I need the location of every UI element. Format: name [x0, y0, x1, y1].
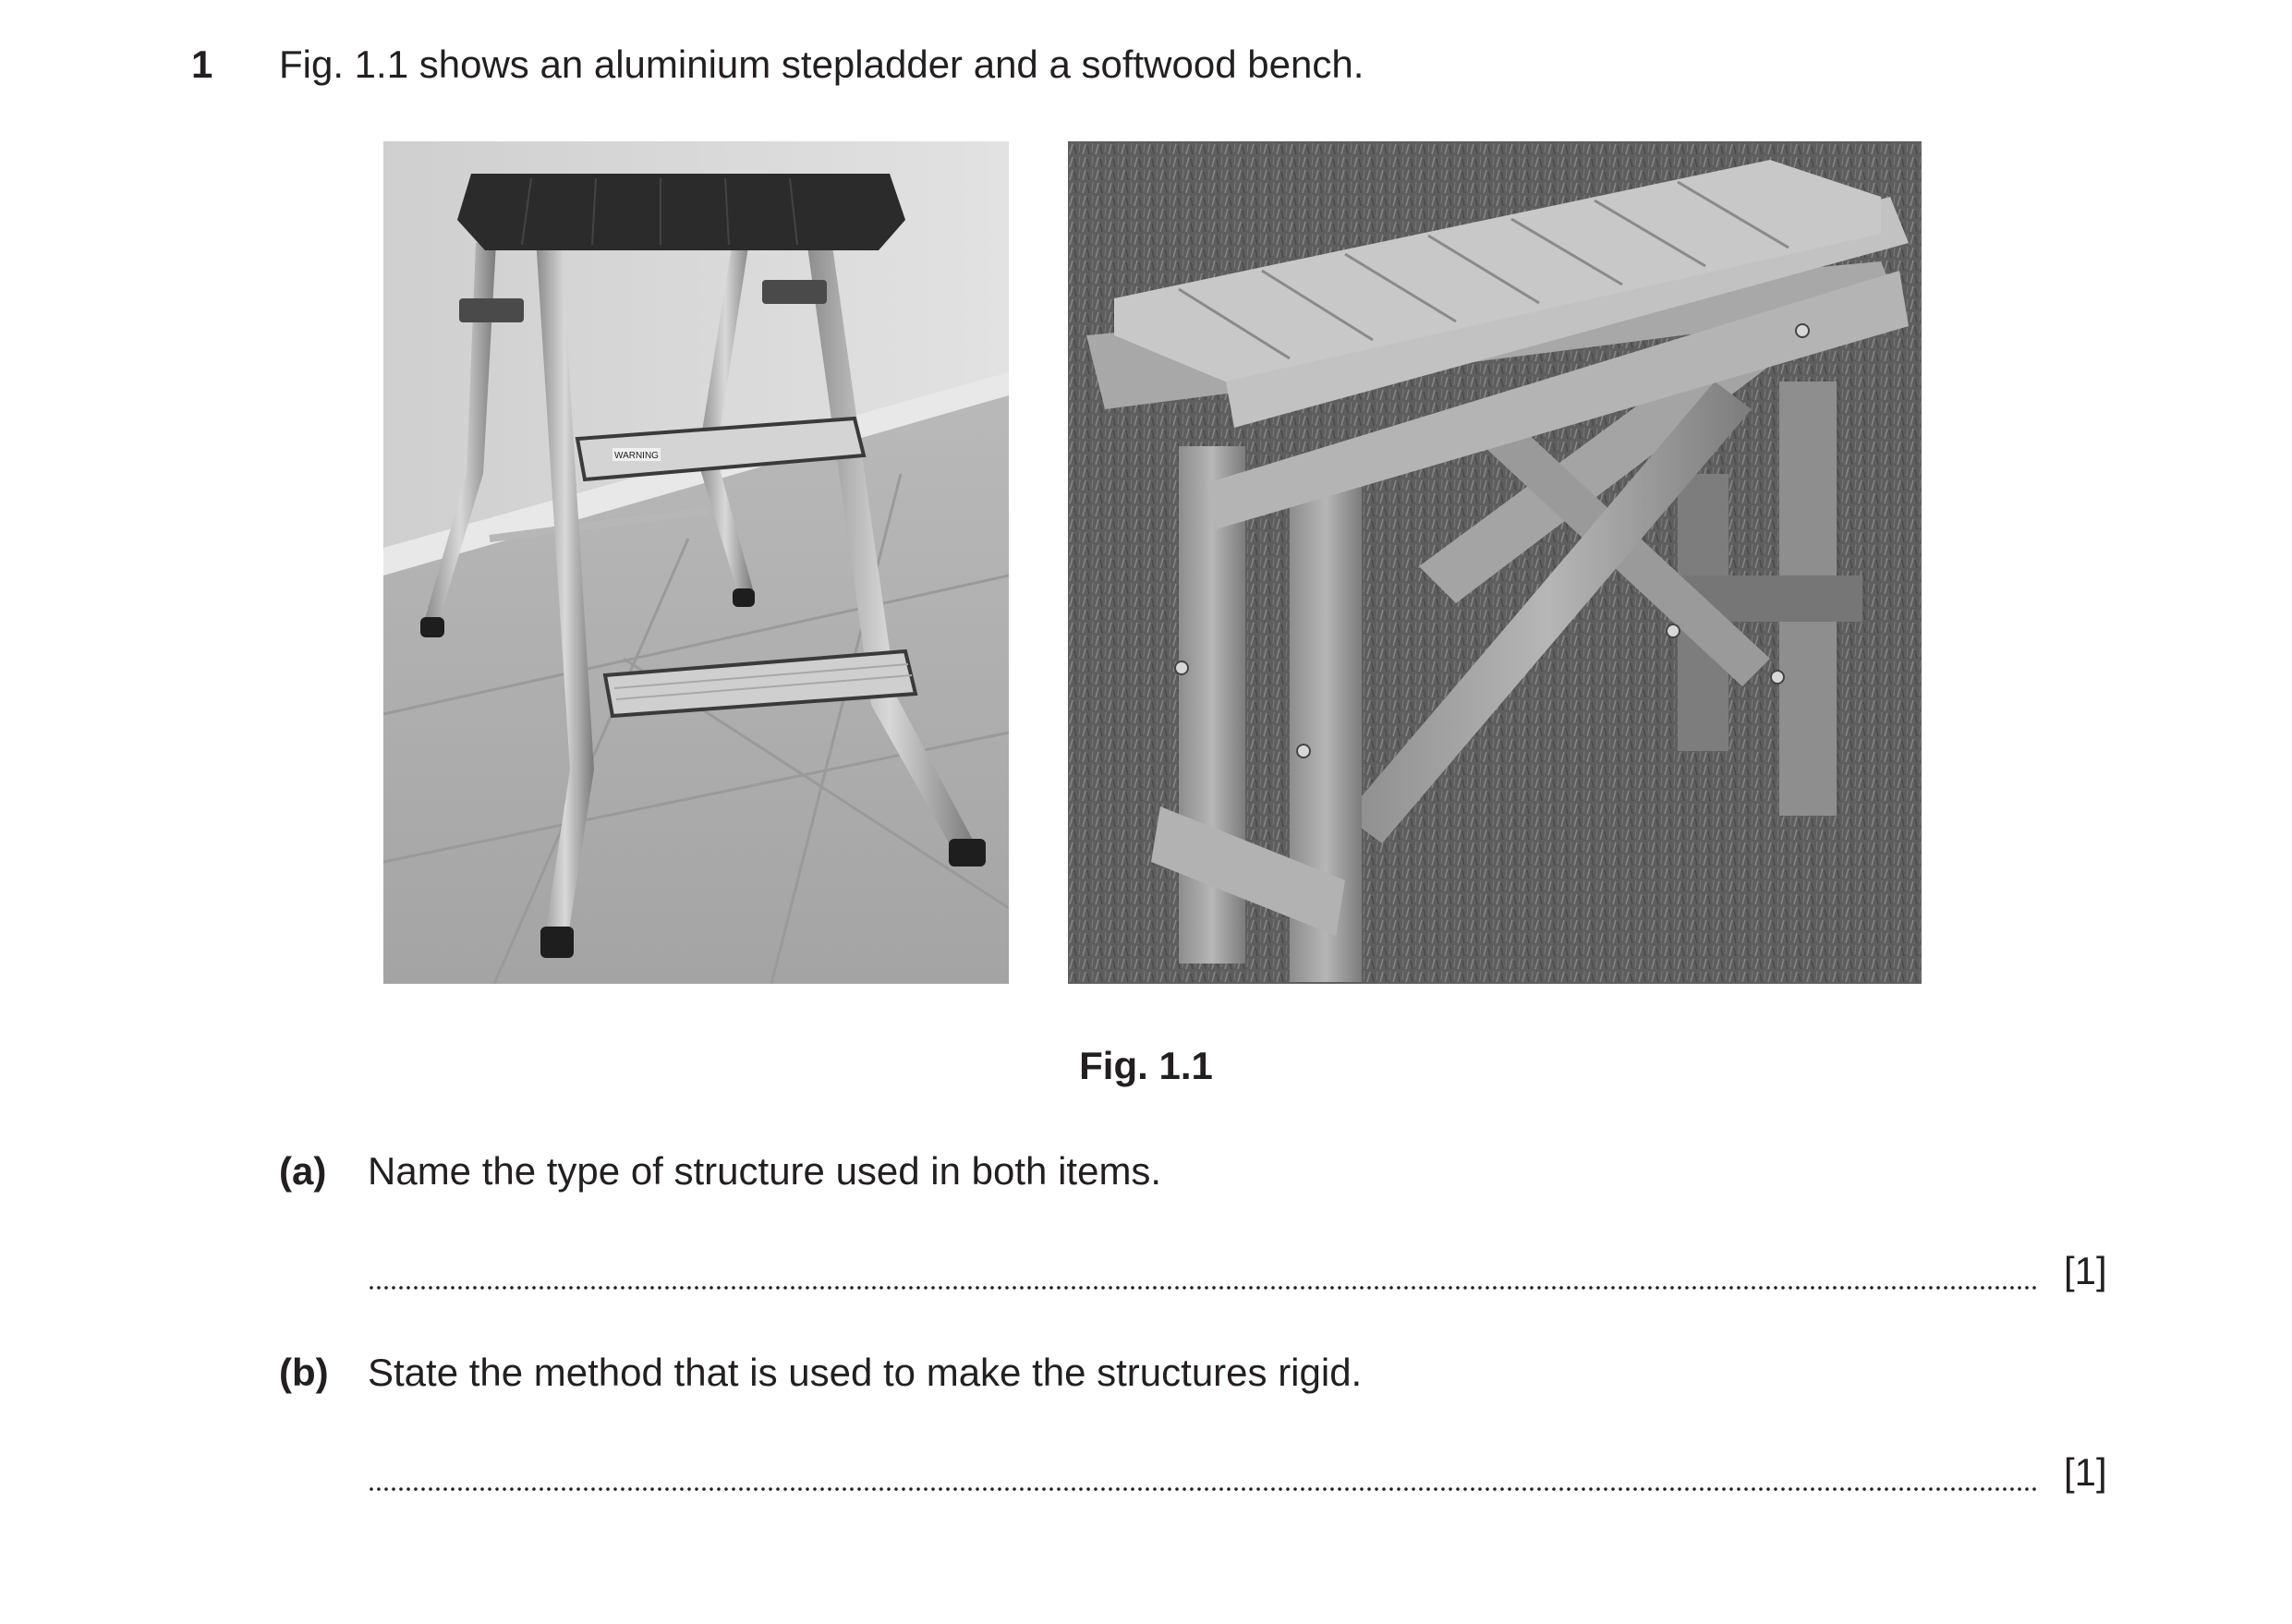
warning-label: WARNING [614, 451, 659, 461]
question-number: 1 [191, 42, 213, 86]
part-b-answer-line[interactable] [368, 1487, 2040, 1491]
part-a-label: (a) [279, 1149, 327, 1193]
question-intro: Fig. 1.1 shows an aluminium stepladder and a softwood bench. [279, 42, 1364, 86]
part-b-label: (b) [279, 1351, 329, 1394]
part-a-question: Name the type of structure used in both items. [368, 1149, 1162, 1193]
part-a-marks: [1] [2064, 1249, 2107, 1292]
bench-photo [1068, 141, 1922, 984]
figure-caption: Fig. 1.1 [1079, 1044, 1213, 1087]
stepladder-photo [383, 141, 1009, 984]
part-b-marks: [1] [2064, 1450, 2107, 1494]
part-b-question: State the method that is used to make the structures rigid. [368, 1351, 1363, 1394]
part-a-answer-line[interactable] [368, 1286, 2040, 1290]
